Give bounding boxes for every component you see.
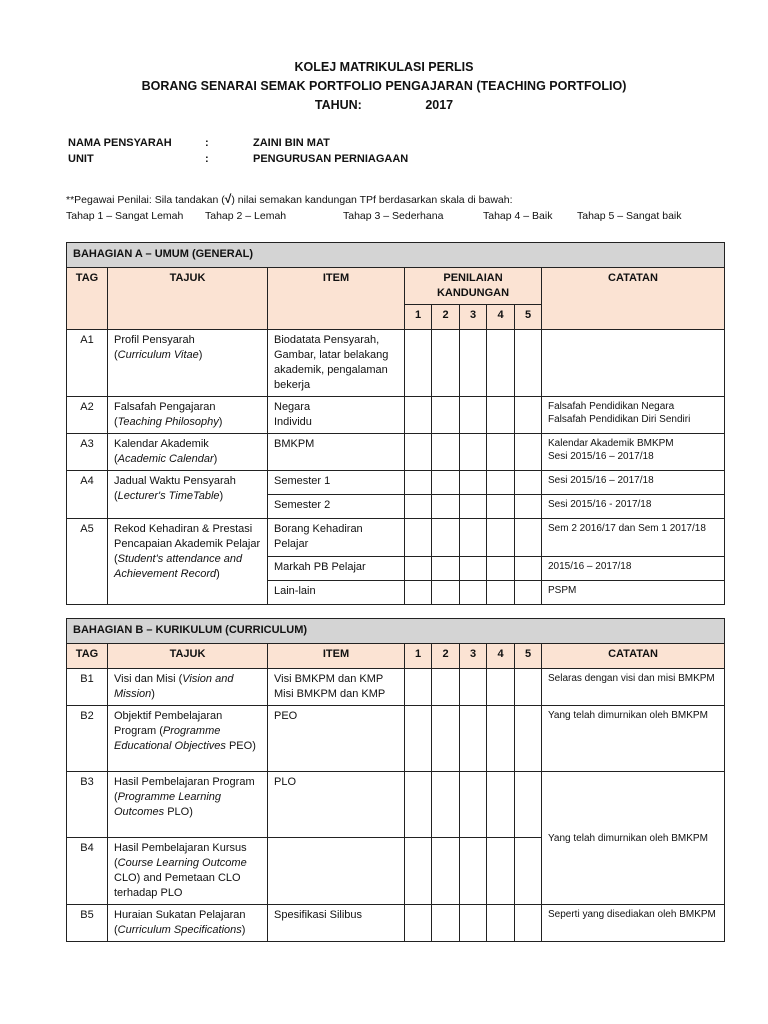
score-header-3: 3 xyxy=(460,644,487,669)
evaluator-note: **Pegawai Penilai: Sila tandakan (√) nilai semakan kandungan TPf berdasarkan skala di bawah: xyxy=(66,192,513,206)
score-cell-2[interactable] xyxy=(432,706,460,772)
row-tag: B1 xyxy=(67,669,108,706)
row-catatan: Yang telah dimurnikan oleh BMKPM xyxy=(542,706,725,772)
score-cell-2[interactable] xyxy=(432,519,460,557)
score-cell-2[interactable] xyxy=(432,495,460,519)
table-row xyxy=(67,330,725,397)
score-cell-5[interactable] xyxy=(515,669,542,706)
scale-2: Tahap 2 – Lemah xyxy=(205,210,287,222)
header-catatan: CATATAN xyxy=(542,268,725,330)
row-catatan: PSPM xyxy=(542,581,725,605)
score-cell-3[interactable] xyxy=(460,434,487,471)
table-row xyxy=(67,669,725,706)
score-cell-4[interactable] xyxy=(487,838,515,905)
row-tag: A3 xyxy=(67,434,108,471)
score-cell-3[interactable] xyxy=(460,519,487,557)
score-cell-3[interactable] xyxy=(460,669,487,706)
score-cell-5[interactable] xyxy=(515,557,542,581)
score-cell-2[interactable] xyxy=(432,772,460,838)
row-item: Semester 1 xyxy=(268,471,405,495)
section-b-title: BAHAGIAN B – KURIKULUM (CURRICULUM) xyxy=(67,619,725,644)
row-item: Biodatata Pensyarah, Gambar, latar belakang akademik, pengalaman bekerja xyxy=(268,330,405,397)
section-a-title: BAHAGIAN A – UMUM (GENERAL) xyxy=(67,243,725,268)
table-row xyxy=(67,772,725,838)
score-cell-4[interactable] xyxy=(487,434,515,471)
row-item: Markah PB Pelajar xyxy=(268,557,405,581)
header-item: ITEM xyxy=(268,268,405,330)
colon: : xyxy=(205,153,209,165)
scale-1: Tahap 1 – Sangat Lemah xyxy=(66,210,184,222)
score-cell-1[interactable] xyxy=(405,905,432,942)
score-cell-4[interactable] xyxy=(487,905,515,942)
score-cell-1[interactable] xyxy=(405,495,432,519)
score-cell-1[interactable] xyxy=(405,471,432,495)
row-tajuk: Visi dan Misi (Vision and Mission) xyxy=(108,669,268,706)
score-cell-2[interactable] xyxy=(432,905,460,942)
score-cell-3[interactable] xyxy=(460,495,487,519)
scale-5: Tahap 5 – Sangat baik xyxy=(577,210,682,222)
score-cell-4[interactable] xyxy=(487,519,515,557)
row-catatan: Sesi 2015/16 - 2017/18 xyxy=(542,495,725,519)
score-header-1: 1 xyxy=(405,644,432,669)
row-catatan: Yang telah dimurnikan oleh BMKPM xyxy=(542,772,725,905)
score-cell-5[interactable] xyxy=(515,397,542,434)
scale-4: Tahap 4 – Baik xyxy=(483,210,553,222)
score-cell-5[interactable] xyxy=(515,706,542,772)
row-catatan: Selaras dengan visi dan misi BMKPM xyxy=(542,669,725,706)
score-cell-1[interactable] xyxy=(405,557,432,581)
score-cell-2[interactable] xyxy=(432,838,460,905)
year-line xyxy=(0,98,768,112)
row-tag: A2 xyxy=(67,397,108,434)
college-title: KOLEJ MATRIKULASI PERLIS xyxy=(294,60,474,74)
table-row xyxy=(67,905,725,942)
score-cell-4[interactable] xyxy=(487,772,515,838)
row-item: BMKPM xyxy=(268,434,405,471)
score-header-1: 1 xyxy=(405,305,432,330)
scale-3: Tahap 3 – Sederhana xyxy=(343,210,444,222)
row-tag: A1 xyxy=(67,330,108,397)
score-header-2: 2 xyxy=(432,305,460,330)
table-row xyxy=(67,519,725,557)
row-item: Lain-lain xyxy=(268,581,405,605)
year-value: 2017 xyxy=(425,98,454,112)
score-header-5: 5 xyxy=(515,644,542,669)
score-cell-1[interactable] xyxy=(405,706,432,772)
score-cell-3[interactable] xyxy=(460,772,487,838)
score-cell-4[interactable] xyxy=(487,330,515,397)
score-cell-3[interactable] xyxy=(460,330,487,397)
row-catatan: Falsafah Pendidikan Negara Falsafah Pendidikan Diri Sendiri xyxy=(542,397,725,434)
lecturer-name-value: ZAINI BIN MAT xyxy=(253,137,330,149)
row-tajuk: Objektif Pembelajaran Program (Programme Educational Objectives PEO) xyxy=(108,706,268,772)
score-cell-5[interactable] xyxy=(515,581,542,605)
row-tajuk: Rekod Kehadiran & Prestasi Pencapaian Akademik Pelajar (Student's attendance and Achievement Record) xyxy=(108,519,268,605)
row-item: PLO xyxy=(268,772,405,838)
row-tag: B4 xyxy=(67,838,108,905)
score-cell-4[interactable] xyxy=(487,557,515,581)
row-catatan xyxy=(542,330,725,397)
score-cell-5[interactable] xyxy=(515,495,542,519)
header-catatan: CATATAN xyxy=(542,644,725,669)
unit-label: UNIT xyxy=(68,153,94,165)
score-cell-2[interactable] xyxy=(432,330,460,397)
table-row xyxy=(67,471,725,495)
score-header-4: 4 xyxy=(487,305,515,330)
score-cell-5[interactable] xyxy=(515,905,542,942)
row-item: Visi BMKPM dan KMP Misi BMKPM dan KMP xyxy=(268,669,405,706)
score-cell-1[interactable] xyxy=(405,838,432,905)
score-cell-1[interactable] xyxy=(405,581,432,605)
score-cell-2[interactable] xyxy=(432,557,460,581)
row-item xyxy=(268,838,405,905)
score-cell-1[interactable] xyxy=(405,772,432,838)
score-header-3: 3 xyxy=(460,305,487,330)
score-cell-2[interactable] xyxy=(432,669,460,706)
row-item: Semester 2 xyxy=(268,495,405,519)
row-tajuk: Jadual Waktu Pensyarah (Lecturer's TimeTable) xyxy=(108,471,268,519)
row-tag: A4 xyxy=(67,471,108,519)
score-cell-3[interactable] xyxy=(460,397,487,434)
score-cell-5[interactable] xyxy=(515,519,542,557)
table-row xyxy=(67,706,725,772)
table-row xyxy=(67,397,725,434)
score-cell-5[interactable] xyxy=(515,330,542,397)
header-tag: TAG xyxy=(67,644,108,669)
score-cell-4[interactable] xyxy=(487,397,515,434)
row-tajuk: Profil Pensyarah (Curriculum Vitae) xyxy=(108,330,268,397)
score-cell-4[interactable] xyxy=(487,706,515,772)
form-title: BORANG SENARAI SEMAK PORTFOLIO PENGAJARAN (TEACHING PORTFOLIO) xyxy=(141,79,627,93)
score-cell-3[interactable] xyxy=(460,557,487,581)
score-cell-2[interactable] xyxy=(432,397,460,434)
row-catatan: Seperti yang disediakan oleh BMKPM xyxy=(542,905,725,942)
row-tajuk: Huraian Sukatan Pelajaran (Curriculum Specifications) xyxy=(108,905,268,942)
header-tajuk: TAJUK xyxy=(108,268,268,330)
lecturer-name-label: NAMA PENSYARAH xyxy=(68,137,172,149)
score-header-2: 2 xyxy=(432,644,460,669)
score-cell-1[interactable] xyxy=(405,397,432,434)
score-cell-3[interactable] xyxy=(460,471,487,495)
section-b-table xyxy=(66,618,725,942)
score-cell-2[interactable] xyxy=(432,581,460,605)
row-tajuk: Falsafah Pengajaran (Teaching Philosophy) xyxy=(108,397,268,434)
score-cell-5[interactable] xyxy=(515,772,542,838)
score-cell-2[interactable] xyxy=(432,434,460,471)
row-tajuk: Hasil Pembelajaran Program (Programme Learning Outcomes PLO) xyxy=(108,772,268,838)
unit-value: PENGURUSAN PERNIAGAAN xyxy=(253,153,409,165)
row-tag: B5 xyxy=(67,905,108,942)
section-a-table xyxy=(66,242,725,605)
score-cell-5[interactable] xyxy=(515,471,542,495)
score-cell-3[interactable] xyxy=(460,581,487,605)
score-cell-1[interactable] xyxy=(405,519,432,557)
row-tajuk: Hasil Pembelajaran Kursus (Course Learning Outcome CLO) and Pemetaan CLO terhadap PLO xyxy=(108,838,268,905)
row-tag: B2 xyxy=(67,706,108,772)
score-header-5: 5 xyxy=(515,305,542,330)
score-cell-4[interactable] xyxy=(487,669,515,706)
score-header-4: 4 xyxy=(487,644,515,669)
row-catatan: 2015/16 – 2017/18 xyxy=(542,557,725,581)
row-tajuk: Kalendar Akademik (Academic Calendar) xyxy=(108,434,268,471)
header-penilaian: PENILAIAN KANDUNGAN xyxy=(405,268,542,305)
score-cell-3[interactable] xyxy=(460,706,487,772)
colon: : xyxy=(205,137,209,149)
row-item: Spesifikasi Silibus xyxy=(268,905,405,942)
score-cell-2[interactable] xyxy=(432,471,460,495)
header-tajuk: TAJUK xyxy=(108,644,268,669)
score-cell-4[interactable] xyxy=(487,471,515,495)
row-item: Borang Kehadiran Pelajar xyxy=(268,519,405,557)
tick-icon: √ xyxy=(224,192,232,206)
header-tag: TAG xyxy=(67,268,108,330)
row-tag: A5 xyxy=(67,519,108,605)
year-label: TAHUN: xyxy=(314,98,362,112)
score-cell-4[interactable] xyxy=(487,581,515,605)
table-row xyxy=(67,434,725,471)
row-item: PEO xyxy=(268,706,405,772)
row-catatan: Kalendar Akademik BMKPM Sesi 2015/16 – 2017/18 xyxy=(542,434,725,471)
row-tag: B3 xyxy=(67,772,108,838)
score-cell-3[interactable] xyxy=(460,838,487,905)
score-cell-1[interactable] xyxy=(405,434,432,471)
header-item: ITEM xyxy=(268,644,405,669)
row-catatan: Sem 2 2016/17 dan Sem 1 2017/18 xyxy=(542,519,725,557)
score-cell-3[interactable] xyxy=(460,905,487,942)
score-cell-1[interactable] xyxy=(405,330,432,397)
score-cell-5[interactable] xyxy=(515,838,542,905)
score-cell-4[interactable] xyxy=(487,495,515,519)
score-cell-1[interactable] xyxy=(405,669,432,706)
row-catatan: Sesi 2015/16 – 2017/18 xyxy=(542,471,725,495)
score-cell-5[interactable] xyxy=(515,434,542,471)
row-item: Negara Individu xyxy=(268,397,405,434)
